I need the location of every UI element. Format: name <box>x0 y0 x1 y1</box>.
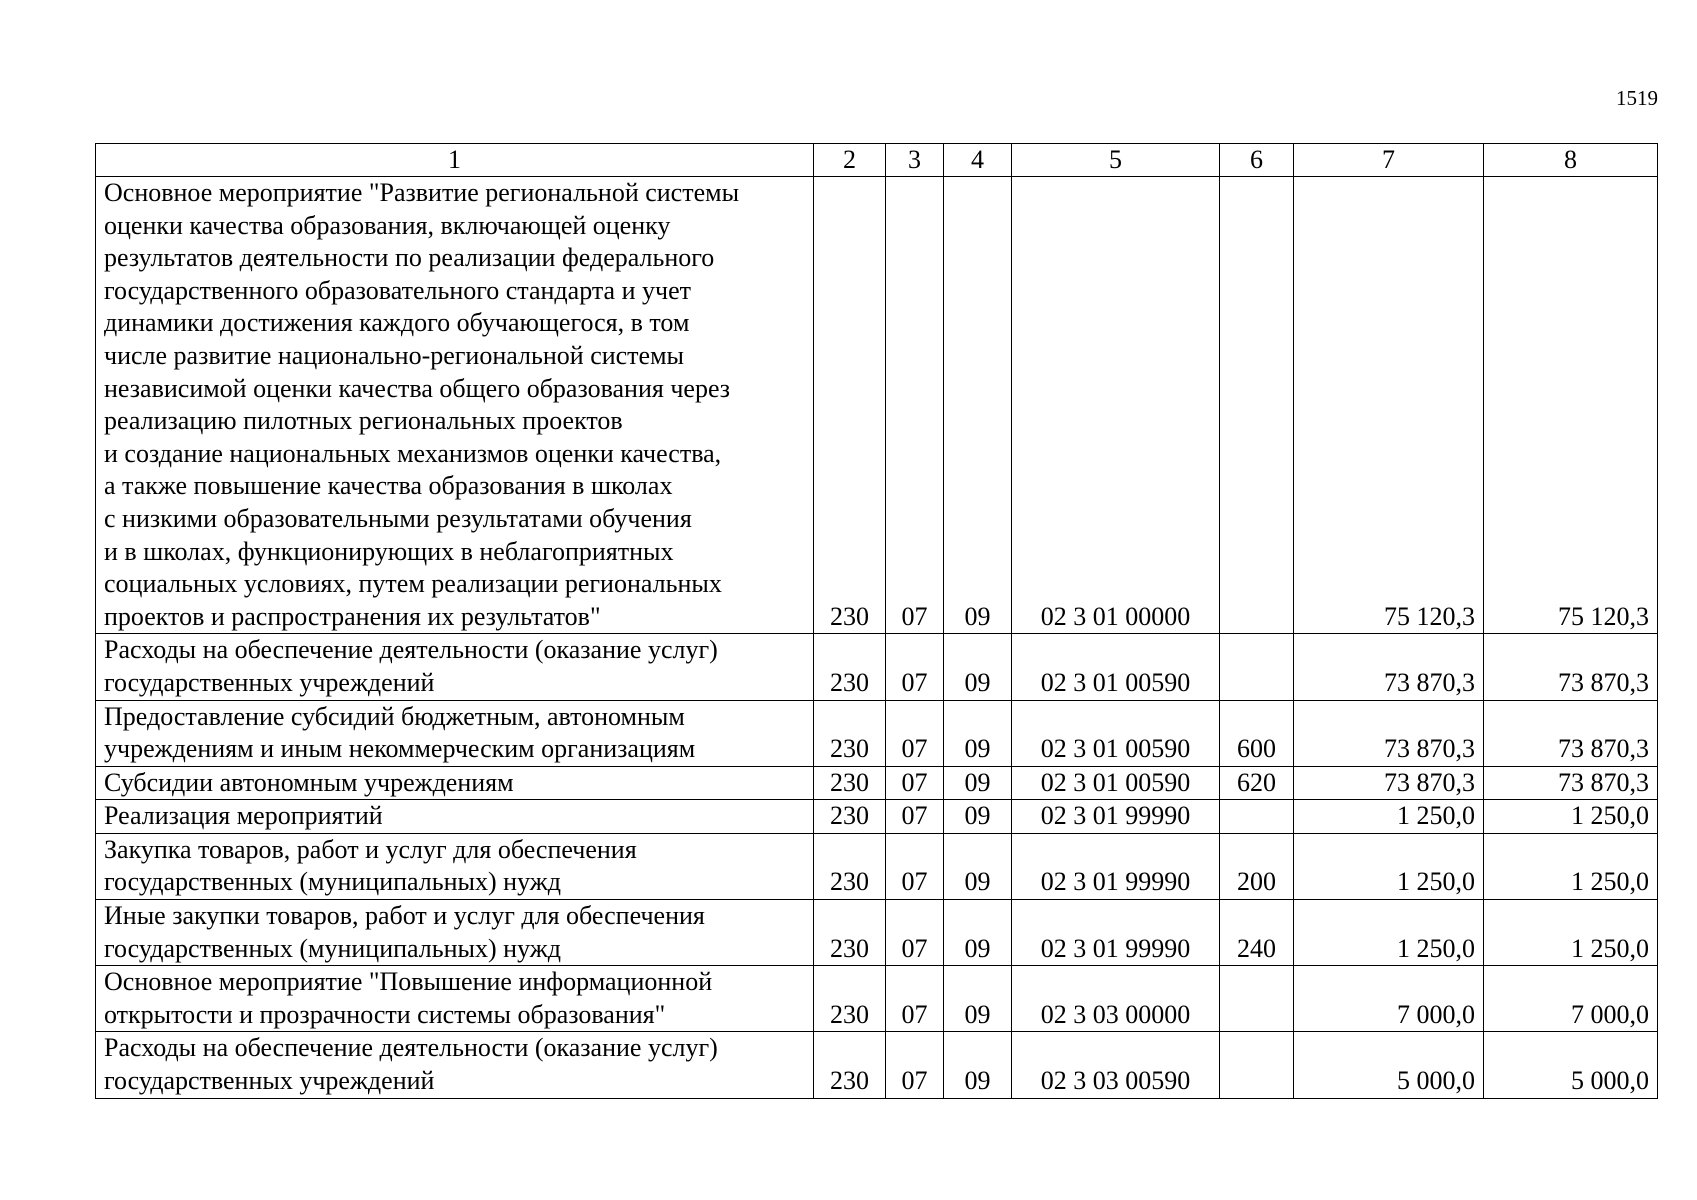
description-cell <box>96 700 814 766</box>
code-cell: 230 <box>814 800 886 834</box>
amount-cell: 1 250,0 <box>1484 833 1658 899</box>
section-cell: 07 <box>886 833 944 899</box>
amount-cell: 1 250,0 <box>1294 900 1484 966</box>
code-cell: 230 <box>814 966 886 1032</box>
header-cell: 6 <box>1220 144 1294 177</box>
header-cell: 2 <box>814 144 886 177</box>
section-cell: 07 <box>886 177 944 634</box>
table-body <box>96 177 1658 1099</box>
subsection-cell: 09 <box>944 800 1012 834</box>
section-cell: 07 <box>886 966 944 1032</box>
target-article-cell: 02 3 01 99990 <box>1012 900 1220 966</box>
header-cell: 7 <box>1294 144 1484 177</box>
description-line: с низкими образовательными результатами обучения <box>104 503 692 533</box>
section-cell: 07 <box>886 634 944 700</box>
subsection-cell: 09 <box>944 700 1012 766</box>
description-line: Реализация мероприятий <box>104 801 383 831</box>
expense-type-cell <box>1220 177 1294 634</box>
table-row <box>96 900 1658 966</box>
section-cell: 07 <box>886 766 944 800</box>
section-cell: 07 <box>886 800 944 834</box>
description-cell <box>96 833 814 899</box>
description-line: Основное мероприятие "Повышение информационной <box>104 967 713 997</box>
target-article-cell: 02 3 01 00590 <box>1012 766 1220 800</box>
description-cell <box>96 900 814 966</box>
description-line: реализацию пилотных региональных проектов <box>104 406 623 436</box>
target-article-cell: 02 3 01 00590 <box>1012 634 1220 700</box>
description-line: Субсидии автономным учреждениям <box>104 767 514 797</box>
table-row <box>96 1032 1658 1098</box>
description-line: учреждениям и иным некоммерческим организациям <box>104 734 696 764</box>
amount-cell: 5 000,0 <box>1294 1032 1484 1098</box>
subsection-cell: 09 <box>944 634 1012 700</box>
subsection-cell: 09 <box>944 1032 1012 1098</box>
header-cell: 8 <box>1484 144 1658 177</box>
description-line: открытости и прозрачности системы образования" <box>104 999 666 1029</box>
header-row <box>96 144 1658 177</box>
target-article-cell: 02 3 01 00000 <box>1012 177 1220 634</box>
amount-cell: 73 870,3 <box>1294 700 1484 766</box>
budget-table <box>95 143 1658 1099</box>
section-cell: 07 <box>886 1032 944 1098</box>
target-article-cell: 02 3 03 00590 <box>1012 1032 1220 1098</box>
description-line: государственных (муниципальных) нужд <box>104 933 561 963</box>
amount-cell: 7 000,0 <box>1294 966 1484 1032</box>
header-cell: 1 <box>96 144 814 177</box>
header-cell: 5 <box>1012 144 1220 177</box>
target-article-cell: 02 3 01 99990 <box>1012 833 1220 899</box>
subsection-cell: 09 <box>944 966 1012 1032</box>
description-line: проектов и распространения их результатов" <box>104 601 601 631</box>
amount-cell: 1 250,0 <box>1484 900 1658 966</box>
description-line: результатов деятельности по реализации федерального <box>104 243 715 273</box>
subsection-cell: 09 <box>944 833 1012 899</box>
subsection-cell: 09 <box>944 766 1012 800</box>
description-cell <box>96 634 814 700</box>
expense-type-cell: 600 <box>1220 700 1294 766</box>
description-line: и в школах, функционирующих в неблагоприятных <box>104 536 674 566</box>
code-cell: 230 <box>814 900 886 966</box>
description-cell <box>96 177 814 634</box>
table-row <box>96 634 1658 700</box>
description-cell <box>96 800 814 834</box>
page-number: 1519 <box>1616 86 1658 110</box>
description-line: а также повышение качества образования в школах <box>104 471 673 501</box>
section-cell: 07 <box>886 700 944 766</box>
description-line: Иные закупки товаров, работ и услуг для обеспечения <box>104 901 705 931</box>
description-line: социальных условиях, путем реализации региональных <box>104 569 722 599</box>
description-line: Предоставление субсидий бюджетным, автономным <box>104 701 685 731</box>
description-line: государственных (муниципальных) нужд <box>104 867 561 897</box>
description-line: оценки качества образования, включающей оценку <box>104 210 671 240</box>
amount-cell: 1 250,0 <box>1294 833 1484 899</box>
description-cell <box>96 1032 814 1098</box>
amount-cell: 73 870,3 <box>1484 766 1658 800</box>
expense-type-cell <box>1220 634 1294 700</box>
subsection-cell: 09 <box>944 900 1012 966</box>
code-cell: 230 <box>814 1032 886 1098</box>
table-row <box>96 766 1658 800</box>
description-line: независимой оценки качества общего образования через <box>104 373 731 403</box>
table-row <box>96 700 1658 766</box>
code-cell: 230 <box>814 766 886 800</box>
amount-cell: 73 870,3 <box>1294 634 1484 700</box>
target-article-cell: 02 3 01 00590 <box>1012 700 1220 766</box>
description-line: числе развитие национально-региональной системы <box>104 340 685 370</box>
table-row <box>96 177 1658 634</box>
description-line: государственных учреждений <box>104 667 435 697</box>
target-article-cell: 02 3 03 00000 <box>1012 966 1220 1032</box>
amount-cell: 75 120,3 <box>1484 177 1658 634</box>
description-line: динамики достижения каждого обучающегося, в том <box>104 308 690 338</box>
section-cell: 07 <box>886 900 944 966</box>
amount-cell: 73 870,3 <box>1294 766 1484 800</box>
description-line: Расходы на обеспечение деятельности (оказание услуг) <box>104 1033 718 1063</box>
amount-cell: 7 000,0 <box>1484 966 1658 1032</box>
expense-type-cell <box>1220 800 1294 834</box>
table-row <box>96 966 1658 1032</box>
description-line: Расходы на обеспечение деятельности (оказание услуг) <box>104 635 718 665</box>
target-article-cell: 02 3 01 99990 <box>1012 800 1220 834</box>
amount-cell: 5 000,0 <box>1484 1032 1658 1098</box>
code-cell: 230 <box>814 634 886 700</box>
description-line: Закупка товаров, работ и услуг для обеспечения <box>104 834 637 864</box>
description-cell <box>96 966 814 1032</box>
expense-type-cell: 200 <box>1220 833 1294 899</box>
code-cell: 230 <box>814 833 886 899</box>
amount-cell: 1 250,0 <box>1294 800 1484 834</box>
description-line: и создание национальных механизмов оценки качества, <box>104 438 722 468</box>
header-cell: 4 <box>944 144 1012 177</box>
header-cell: 3 <box>886 144 944 177</box>
code-cell: 230 <box>814 177 886 634</box>
amount-cell: 73 870,3 <box>1484 634 1658 700</box>
amount-cell: 75 120,3 <box>1294 177 1484 634</box>
table-row <box>96 833 1658 899</box>
expense-type-cell: 620 <box>1220 766 1294 800</box>
code-cell: 230 <box>814 700 886 766</box>
description-cell <box>96 766 814 800</box>
description-line: государственных учреждений <box>104 1066 435 1096</box>
subsection-cell: 09 <box>944 177 1012 634</box>
expense-type-cell <box>1220 1032 1294 1098</box>
description-line: Основное мероприятие "Развитие региональной системы <box>104 178 740 207</box>
table-row <box>96 800 1658 834</box>
amount-cell: 1 250,0 <box>1484 800 1658 834</box>
description-line: государственного образовательного стандарта и учет <box>104 275 691 305</box>
amount-cell: 73 870,3 <box>1484 700 1658 766</box>
expense-type-cell: 240 <box>1220 900 1294 966</box>
expense-type-cell <box>1220 966 1294 1032</box>
